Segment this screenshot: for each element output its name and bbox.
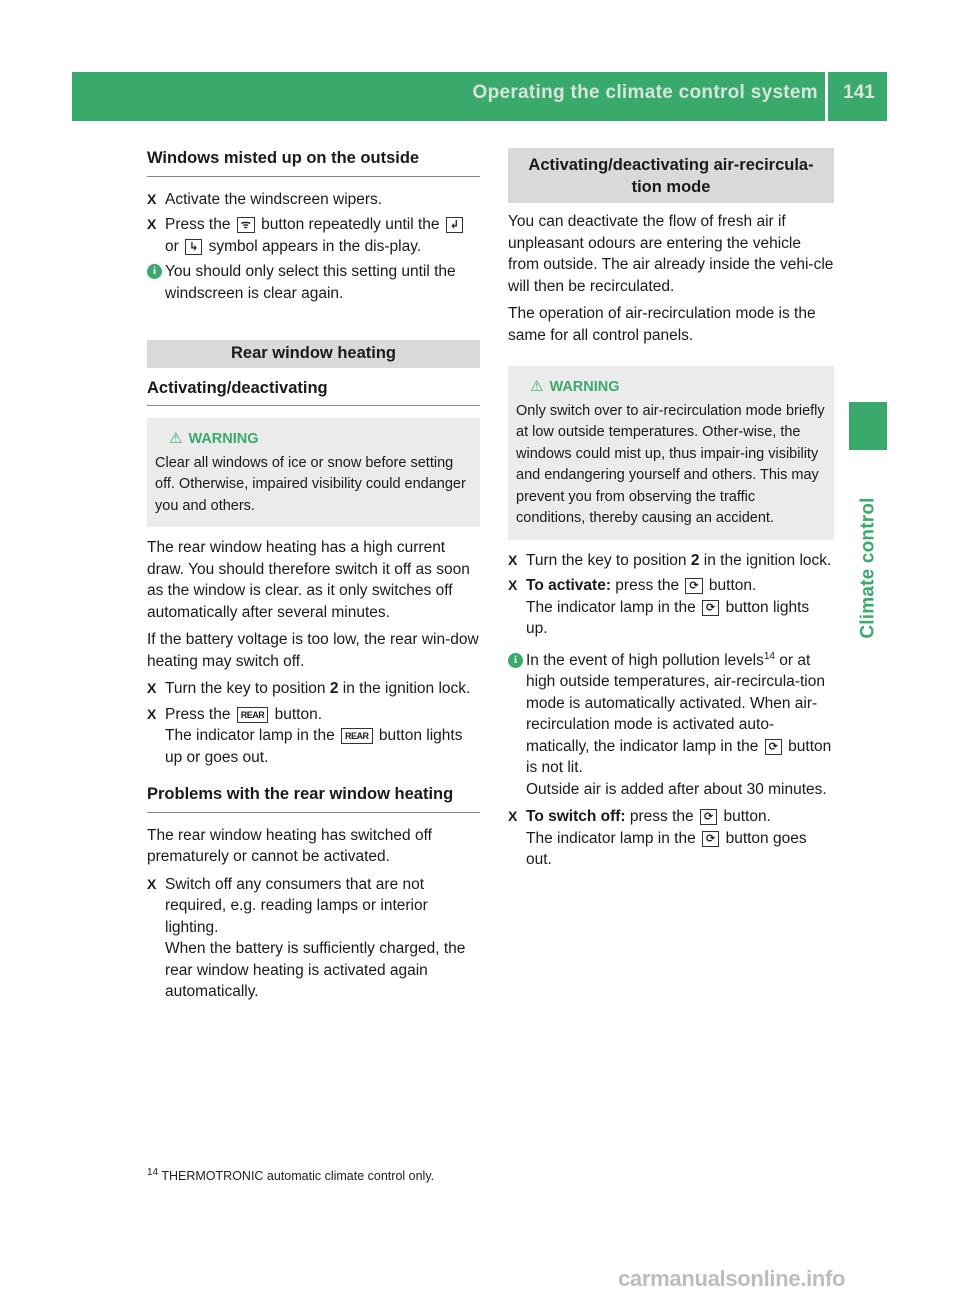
step-activate-wipers [147, 189, 480, 211]
airflow-button-icon: ᯤ [237, 217, 255, 233]
paragraph-battery-voltage: If the battery voltage is too low, the rear win-dow heating may switch off. [147, 631, 479, 670]
paragraph-switched-off: The rear window heating has switched off prematurely or cannot be activated. [147, 826, 432, 865]
footnote [147, 1166, 434, 1188]
recirculation-button-icon: ⟳ [765, 739, 782, 755]
step-text: in the ignition lock. [699, 551, 832, 569]
info-text: In the event of high pollution levels [526, 651, 764, 669]
section-title-windows-misted: Windows misted up on the outside [147, 148, 480, 177]
step-turn-key-right [508, 550, 834, 572]
airflow-symbol-a-icon: ↲ [446, 217, 463, 233]
step-text: button lights up. [526, 598, 810, 637]
page-title: Operating the climate control system [472, 82, 818, 103]
right-column [508, 148, 834, 875]
warning-heading [155, 428, 472, 451]
step-text: The indicator lamp in the [526, 598, 701, 616]
rear-defrost-icon: REAR [341, 728, 373, 744]
footnote-number: 14 [147, 1166, 159, 1178]
section-title-problems: Problems with the rear window heating [147, 784, 480, 813]
warning-box-left [147, 418, 480, 527]
info-text: or at high outside temperatures, air-recircula-tion mode is automatically activated. When air-recirculation mode is activated auto-matically, the indicator lamp in the [526, 651, 825, 755]
step-text: button lights up or goes out. [165, 727, 463, 766]
warning-title: WARNING [188, 431, 259, 447]
subsection-title-activating: Activating/deactivating [147, 378, 480, 407]
info-note-pollution [508, 650, 834, 801]
info-text: You should only select this setting until the windscreen is clear again. [165, 263, 456, 302]
step-switch-off-consumers [147, 874, 480, 1003]
info-icon: i [508, 653, 523, 668]
airflow-symbol-b-icon: ↳ [185, 239, 202, 255]
step-bold: To activate: [526, 577, 611, 594]
header-divider [825, 72, 828, 121]
recirculation-button-icon: ⟳ [700, 809, 717, 825]
warning-text: Only switch over to air-recirculation mode briefly at low outside temperatures. Other-wise, the windows could mist up, thus impair-ing visibility and endangering yourself and others. This may prevent you from observing the traffic conditions, thereby causing an accident. [516, 402, 825, 526]
step-text: press the [625, 808, 698, 825]
step-text: button. [719, 808, 771, 825]
step-text: The indicator lamp in the [165, 727, 340, 744]
warning-triangle-icon: ⚠ [169, 430, 183, 447]
step-bold: 2 [329, 680, 339, 697]
step-press-airflow [147, 214, 480, 257]
step-text: button. [704, 577, 757, 594]
watermark: carmanualsonline.info [618, 1266, 846, 1291]
step-text: button repeatedly until the [256, 216, 444, 233]
step-text: symbol appears in the dis-play. [204, 237, 422, 255]
header-bar [72, 72, 887, 121]
step-text: button. [270, 705, 323, 723]
step-text: or [165, 237, 184, 255]
info-text: button is not lit. [526, 737, 832, 776]
footnote-text: THERMOTRONIC automatic climate control only. [158, 1169, 435, 1183]
step-text: Press the [165, 705, 235, 723]
step-bold: To switch off: [526, 808, 626, 825]
step-to-switch-off [508, 806, 834, 871]
warning-box-right [508, 366, 834, 540]
page-number: 141 [843, 82, 875, 103]
step-text: Turn the key to position [165, 680, 330, 697]
warning-heading [516, 376, 826, 399]
step-text: Turn the key to position [526, 551, 691, 569]
paragraph-deactivate-flow: You can deactivate the flow of fresh air if unpleasant odours are entering the vehicle from outside. The air already inside the vehi-cle will then be recirculated. [508, 213, 834, 295]
recirculation-button-icon: ⟳ [685, 578, 702, 594]
recirculation-button-icon: ⟳ [702, 600, 719, 616]
step-text: Press the [165, 216, 235, 233]
step-turn-key [147, 678, 480, 700]
info-icon: i [147, 264, 162, 279]
recirculation-button-icon: ⟳ [702, 831, 719, 847]
paragraph-high-current: The rear window heating has a high current draw. You should therefore switch it off as soon as the window is clear. as it only switches off automatically after several minutes. [147, 539, 470, 621]
step-text: button goes out. [526, 829, 807, 868]
warning-title: WARNING [549, 379, 620, 395]
paragraph-operation-same: The operation of air-recirculation mode is the same for all control panels. [508, 305, 816, 344]
step-text: Activate the windscreen wipers. [165, 190, 383, 208]
step-text: The indicator lamp in the [526, 829, 701, 847]
info-note-windscreen [147, 261, 480, 304]
footnote-reference: 14 [763, 650, 775, 662]
side-tab-marker [849, 402, 887, 450]
section-band-rear-window-heating: Rear window heating [147, 340, 480, 368]
warning-text: Clear all windows of ice or snow before setting off. Otherwise, impaired visibility could endanger you and others. [155, 454, 466, 514]
step-text: When the battery is sufficiently charged, the rear window heating is activated again automatically. [165, 940, 466, 1000]
section-band-air-recirculation: Activating/deactivating air-recircula-tion mode [508, 148, 834, 203]
warning-triangle-icon: ⚠ [530, 378, 544, 395]
step-text: in the ignition lock. [338, 680, 471, 697]
step-text: press the [611, 577, 684, 594]
step-text: Switch off any consumers that are not required, e.g. reading lamps or interior lighting. [165, 875, 428, 936]
step-bold: 2 [690, 551, 700, 569]
side-tab-text: Climate control [857, 497, 879, 639]
info-text: Outside air is added after about 30 minutes. [526, 780, 827, 798]
step-press-rear [147, 704, 480, 769]
rear-defrost-icon: REAR [237, 707, 269, 723]
left-column [147, 148, 480, 1007]
step-to-activate [508, 575, 834, 640]
